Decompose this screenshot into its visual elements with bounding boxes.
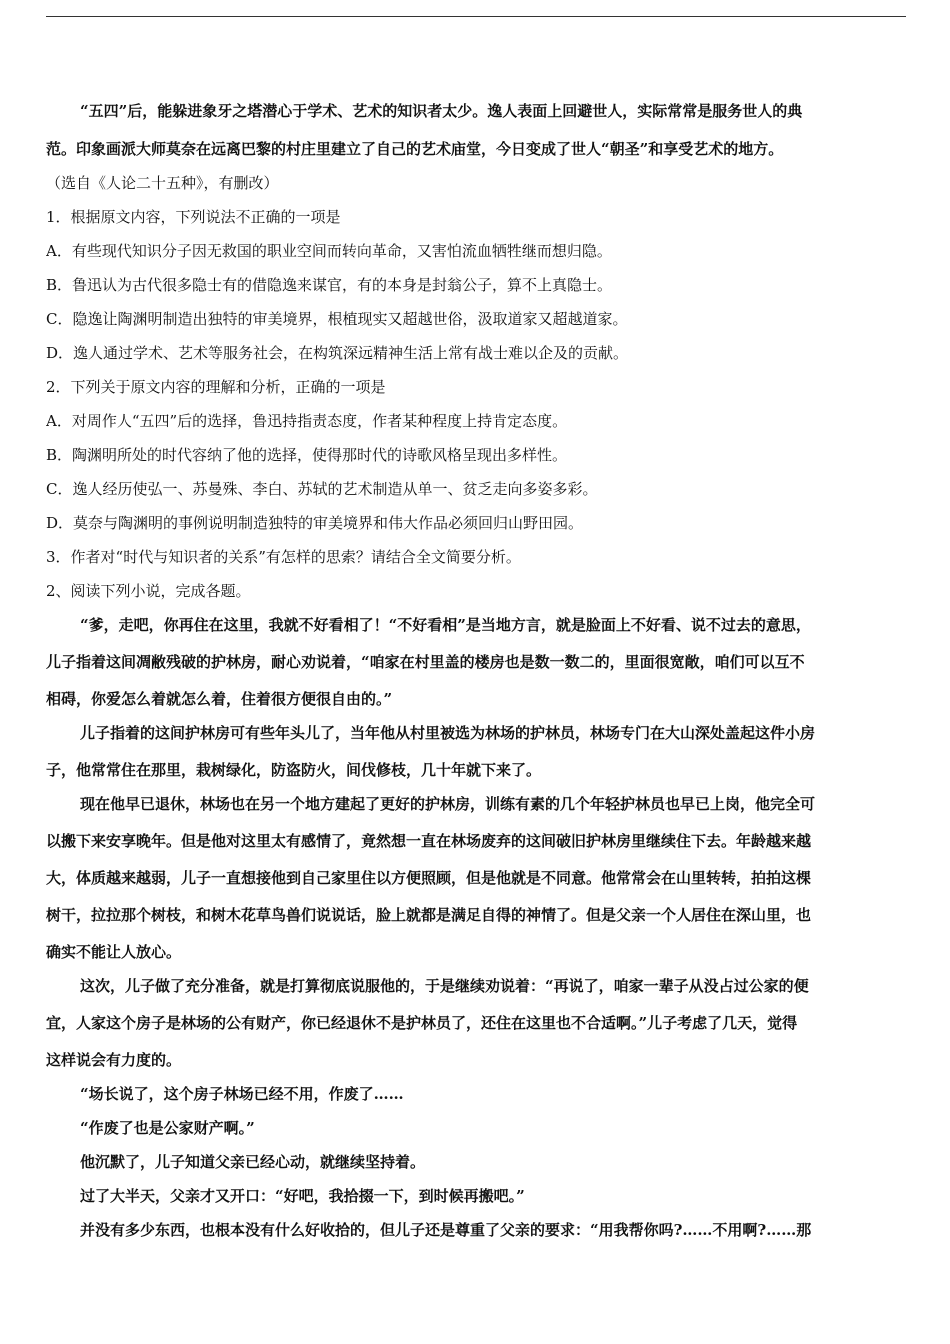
story-line: “场长说了，这个房子林场已经不用，作废了…… — [80, 1085, 404, 1103]
story-line: “爹，走吧，你再住在这里，我就不好看相了！“不好看相”是当地方言，就是脸面上不好看、说不过去的意思， — [80, 616, 811, 634]
story-line: 宜，人家这个房子是林场的公有财产，你已经退休不是护林员了，还住在这里也不合适啊。”儿子考虑了几天，觉得 — [46, 1014, 798, 1032]
question-2-stem: 2．下列关于原文内容的理解和分析，正确的一项是 — [46, 378, 386, 396]
story-line: 他沉默了，儿子知道父亲已经心动，就继续坚持着。 — [80, 1153, 426, 1171]
question-2-option-d: D．莫奈与陶渊明的事例说明制造独特的审美境界和伟大作品必须回归山野田园。 — [46, 514, 584, 532]
question-1-option-b: B．鲁迅认为古代很多隐士有的借隐逸来谋官，有的本身是封翁公子，算不上真隐士。 — [46, 276, 613, 294]
question-1-option-a: A．有些现代知识分子因无救国的职业空间而转向革命，又害怕流血牺牲继而想归隐。 — [46, 242, 612, 260]
question-1-stem: 1．根据原文内容，下列说法不正确的一项是 — [46, 208, 341, 226]
story-line: 儿子指着这间凋敝残破的护林房，耐心劝说着，“咱家在村里盖的楼房也是数一数二的，里面很宽敞，咱们可以互不 — [46, 653, 805, 671]
source-note: （选自《人论二十五种》，有删改） — [46, 174, 279, 192]
story-line: 现在他早已退休，林场也在另一个地方建起了更好的护林房，训练有素的几个年轻护林员也早已上岗，他完全可 — [80, 795, 816, 813]
story-line: 以搬下来安享晚年。但是他对这里太有感情了，竟然想一直在林场废弃的这间破旧护林房里继续住下去。年龄越来越 — [46, 832, 812, 850]
story-line: 大，体质越来越弱，儿子一直想接他到自己家里住以方便照顾，但是他就是不同意。他常常会在山里转转，拍拍这棵 — [46, 869, 812, 887]
story-line: 确实不能让人放心。 — [46, 943, 182, 961]
story-line: 并没有多少东西，也根本没有什么好收拾的，但儿子还是尊重了父亲的要求：“用我帮你吗?……不用啊?……那 — [80, 1221, 812, 1239]
story-line: 树干，拉拉那个树枝，和树木花草鸟兽们说说话，脸上就都是满足自得的神情了。但是父亲一个人居住在深山里，也 — [46, 906, 812, 924]
passage-line: 范。印象画派大师莫奈在远离巴黎的村庄里建立了自己的艺术庙堂，今日变成了世人“朝圣”和享受艺术的地方。 — [46, 140, 784, 158]
story-line: 相碍，你爱怎么着就怎么着，住着很方便很自由的。” — [46, 690, 393, 708]
story-line: 这次，儿子做了充分准备，就是打算彻底说服他的，于是继续劝说着：“再说了，咱家一辈子从没占过公家的便 — [80, 977, 809, 995]
question-2-option-c: C．逸人经历使弘一、苏曼殊、李白、苏轼的艺术制造从单一、贫乏走向多姿多彩。 — [46, 480, 598, 498]
story-line: 儿子指着的这间护林房可有些年头儿了，当年他从村里被选为林场的护林员，林场专门在大山深处盖起这件小房 — [80, 724, 816, 742]
question-3-stem: 3．作者对“时代与知识者的关系”有怎样的思索？请结合全文简要分析。 — [46, 548, 521, 566]
question-2-option-b: B．陶渊明所处的时代容纳了他的选择，使得那时代的诗歌风格呈现出多样性。 — [46, 446, 568, 464]
question-2-option-a: A．对周作人“五四”后的选择，鲁迅持指责态度，作者某种程度上持肯定态度。 — [46, 412, 568, 430]
story-line: 过了大半天，父亲才又开口：“好吧，我拾掇一下，到时候再搬吧。” — [80, 1187, 525, 1205]
question-1-option-d: D．逸人通过学术、艺术等服务社会，在构筑深远精神生活上常有战士难以企及的贡献。 — [46, 344, 629, 362]
story-line: 这样说会有力度的。 — [46, 1051, 182, 1069]
section-2-title: 2、阅读下列小说，完成各题。 — [46, 582, 251, 600]
story-line: 子，他常常住在那里，栽树绿化，防盗防火，间伐修枝，几十年就下来了。 — [46, 761, 542, 779]
story-line: “作废了也是公家财产啊。” — [80, 1119, 255, 1137]
question-1-option-c: C．隐逸让陶渊明制造出独特的审美境界，根植现实又超越世俗，汲取道家又超越道家。 — [46, 310, 628, 328]
passage-line: “五四”后，能躲进象牙之塔潜心于学术、艺术的知识者太少。逸人表面上回避世人，实际常常是服务世人的典 — [80, 102, 803, 120]
header-rule — [46, 16, 906, 17]
